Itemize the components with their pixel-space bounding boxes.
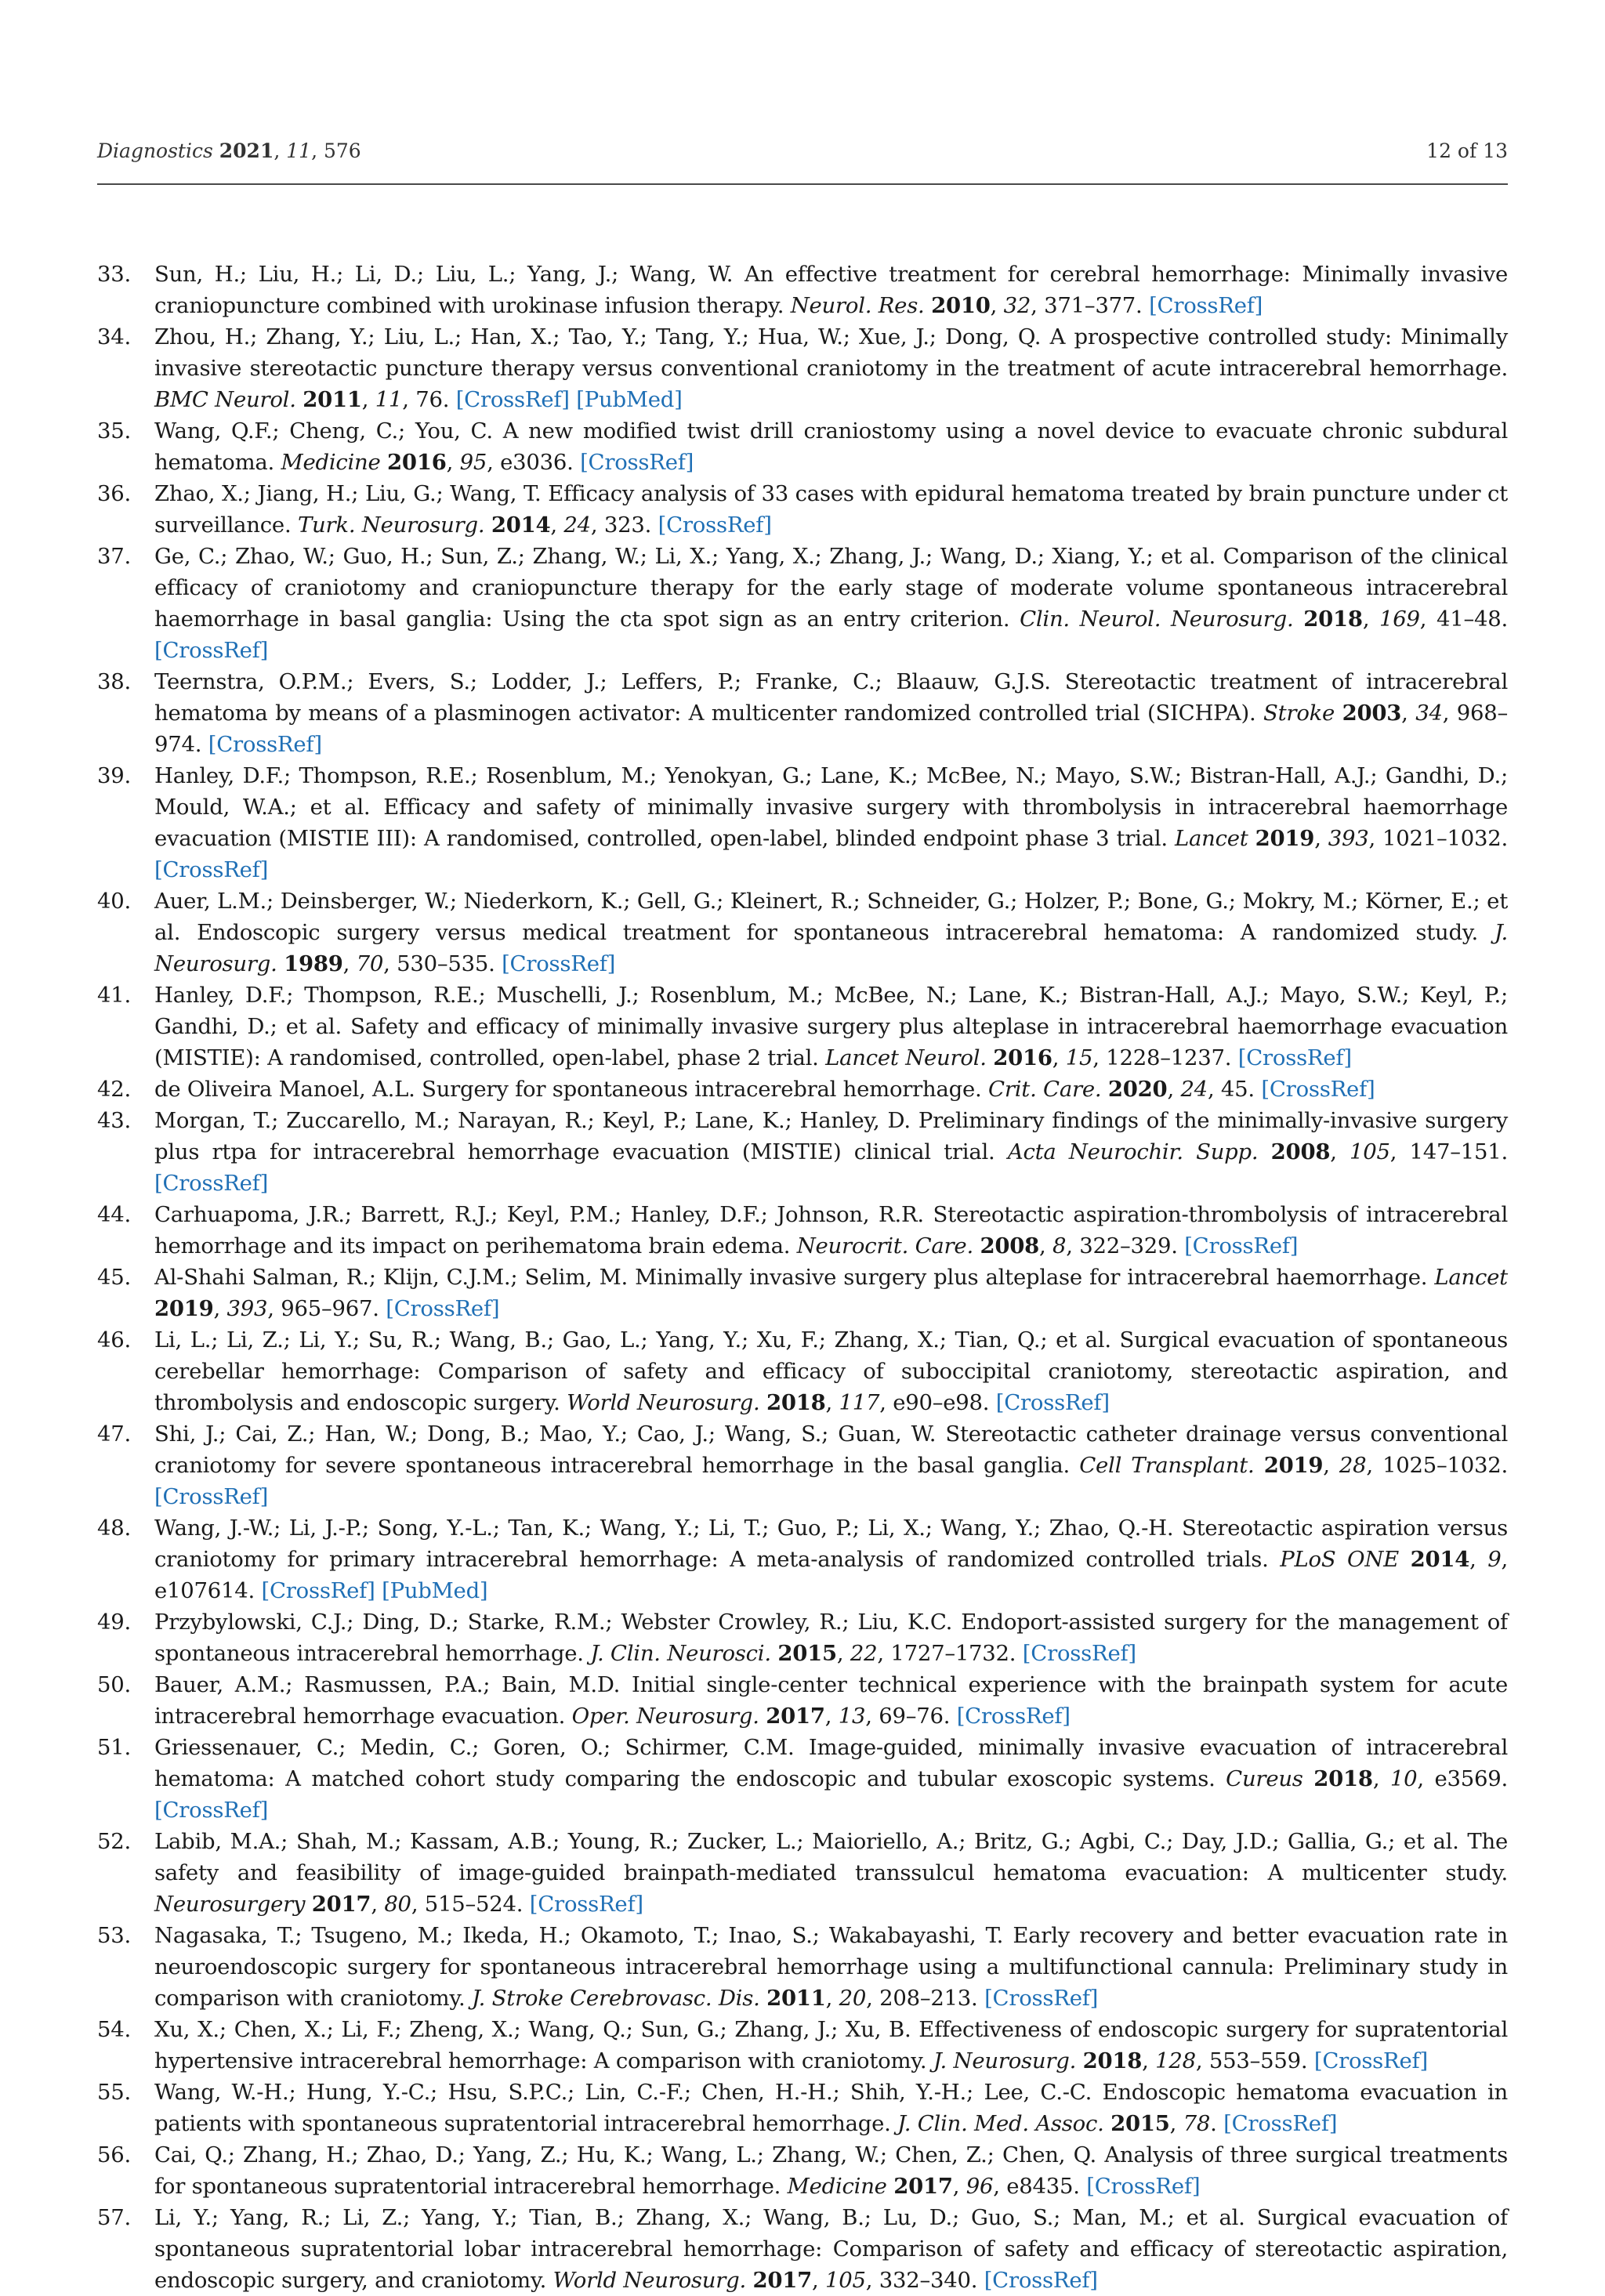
reference-journal: Cell Transplant. bbox=[1079, 1453, 1255, 1478]
reference-volume: 70 bbox=[356, 951, 384, 976]
reference-pages: 323. bbox=[603, 512, 652, 538]
reference-number: 38. bbox=[97, 669, 131, 694]
reference-journal: PLoS ONE bbox=[1280, 1547, 1399, 1572]
reference-journal: Acta Neurochir. Supp. bbox=[1007, 1139, 1259, 1164]
reference-journal: Stroke bbox=[1263, 701, 1335, 726]
reference-item: 55. Wang, W.-H.; Hung, Y.-C.; Hsu, S.P.C.; Lin, C.-F.; Chen, H.-H.; Shih, Y.-H.; Lee, C.-C. Endoscopic hematoma evacuation in patients with spontaneous supratentorial intracerebral hemorrhage. J. Clin. Med. Assoc. 2015, 78. [CrossRef] bbox=[97, 2077, 1508, 2139]
crossref-link[interactable]: [CrossRef] bbox=[502, 951, 616, 976]
reference-pages: 332–340. bbox=[879, 2268, 978, 2293]
reference-item: 34. Zhou, H.; Zhang, Y.; Liu, L.; Han, X.; Tao, Y.; Tang, Y.; Hua, W.; Xue, J.; Dong, Q. A prospective controlled study: Minimally invasive stereotactic puncture therapy versus conventional craniotomy in the treatment of acute intracerebral hemorrhage. BMC Neurol. 2011, 11, 76. [CrossRef] [PubMed] bbox=[97, 321, 1508, 415]
reference-number: 53. bbox=[97, 1923, 131, 1948]
reference-pages: e107614. bbox=[154, 1578, 255, 1603]
crossref-link[interactable]: [CrossRef] bbox=[1149, 293, 1263, 318]
reference-volume: 80 bbox=[384, 1892, 411, 1917]
reference-number: 41. bbox=[97, 983, 131, 1008]
reference-volume: 24 bbox=[563, 512, 591, 538]
reference-pages: e3569. bbox=[1434, 1766, 1509, 1791]
reference-text: Hanley, D.F.; Thompson, R.E.; Muschelli, J.; Rosenblum, M.; McBee, N.; Lane, K.; Bistran-Hall, A.J.; Mayo, S.W.; Keyl, P.; Gandhi, D.; et al. Safety and efficacy of minimally invasive surgery plus alteplase in intracerebral haemorrhage evacuation (MISTIE): A randomised, controlled, open-label, phase 2 trial. bbox=[154, 983, 1508, 1070]
reference-item: 45. Al-Shahi Salman, R.; Klijn, C.J.M.; Selim, M. Minimally invasive surgery plus alteplase for intracerebral haemorrhage. Lancet 2019, 393, 965–967. [CrossRef] bbox=[97, 1262, 1508, 1324]
crossref-link[interactable]: [CrossRef] bbox=[455, 387, 570, 412]
reference-volume: 117 bbox=[839, 1390, 880, 1415]
reference-number: 34. bbox=[97, 324, 131, 349]
reference-item: 53. Nagasaka, T.; Tsugeno, M.; Ikeda, H.; Okamoto, T.; Inao, S.; Wakabayashi, T. Early recovery and better evacuation rate in neuroendoscopic surgery for spontaneous intracerebral hemorrhage using a multifunctional cannula: Preliminary study in comparison with craniotomy. J. Stroke Cerebrovasc. Dis. 2011, 20, 208–213. [CrossRef] bbox=[97, 1920, 1508, 2014]
reference-item: 54. Xu, X.; Chen, X.; Li, F.; Zheng, X.; Wang, Q.; Sun, G.; Zhang, J.; Xu, B. Effectiveness of endoscopic surgery for supratentorial hypertensive intracerebral hemorrhage: A comparison with craniotomy. J. Neurosurg. 2018, 128, 553–559. [CrossRef] bbox=[97, 2014, 1508, 2077]
reference-number: 42. bbox=[97, 1077, 131, 1102]
crossref-link[interactable]: [CrossRef] bbox=[154, 638, 269, 663]
reference-year: 2019 bbox=[1263, 1453, 1324, 1478]
reference-text: Morgan, T.; Zuccarello, M.; Narayan, R.; Keyl, P.; Lane, K.; Hanley, D. Preliminary findings of the minimally-invasive surgery plus rtpa for intracerebral hemorrhage evacuation (MISTIE) clinical trial. bbox=[154, 1108, 1508, 1164]
reference-pages: e90–e98. bbox=[893, 1390, 990, 1415]
crossref-link[interactable]: [CrossRef] bbox=[154, 1798, 269, 1823]
reference-text: Wang, Q.F.; Cheng, C.; You, C. A new modified twist drill craniostomy using a novel device to evacuate chronic subdural hematoma. bbox=[154, 418, 1508, 475]
reference-number: 39. bbox=[97, 763, 131, 788]
reference-text: de Oliveira Manoel, A.L. Surgery for spontaneous intracerebral hemorrhage. bbox=[154, 1077, 982, 1102]
reference-year: 2008 bbox=[980, 1233, 1039, 1258]
reference-number: 40. bbox=[97, 889, 131, 914]
reference-pages: 553–559. bbox=[1208, 2048, 1308, 2073]
reference-text: Li, L.; Li, Z.; Li, Y.; Su, R.; Wang, B.; Gao, L.; Yang, Y.; Xu, F.; Zhang, X.; Tian, Q.; et al. Surgical evacuation of spontaneous cerebellar hemorrhage: Comparison of safety and efficacy of suboccipital craniotomy, stereotactic aspiration, and thrombolysis and endoscopic surgery. bbox=[154, 1327, 1508, 1415]
reference-number: 52. bbox=[97, 1829, 131, 1854]
reference-text: Hanley, D.F.; Thompson, R.E.; Rosenblum, M.; Yenokyan, G.; Lane, K.; McBee, N.; Mayo, S.W.; Bistran-Hall, A.J.; Gandhi, D.; Mould, W.A.; et al. Efficacy and safety of minimally invasive surgery with thrombolysis in intracerebral haemorrhage evacuation (MISTIE III): A randomised, controlled, open-label, blinded endpoint phase 3 trial. bbox=[154, 763, 1508, 851]
reference-item: 50. Bauer, A.M.; Rasmussen, P.A.; Bain, M.D. Initial single-center technical experience with the brainpath system for acute intracerebral hemorrhage evacuation. Oper. Neurosurg. 2017, 13, 69–76. [CrossRef] bbox=[97, 1669, 1508, 1732]
page-number: 12 of 13 bbox=[1426, 139, 1508, 162]
reference-year: 2014 bbox=[491, 512, 551, 538]
reference-item: 43. Morgan, T.; Zuccarello, M.; Narayan, R.; Keyl, P.; Lane, K.; Hanley, D. Preliminary findings of the minimally-invasive surgery plus rtpa for intracerebral hemorrhage evacuation (MISTIE) clinical trial. Acta Neurochir. Supp. 2008, 105, 147–151. [CrossRef] bbox=[97, 1105, 1508, 1199]
reference-year: 2020 bbox=[1107, 1077, 1168, 1102]
crossref-link[interactable]: [CrossRef] bbox=[1223, 2111, 1338, 2136]
reference-year: 2019 bbox=[154, 1296, 214, 1321]
reference-pages: 530–535. bbox=[397, 951, 495, 976]
reference-journal: J. Neurosurg. bbox=[154, 920, 1508, 976]
reference-item: 49. Przybylowski, C.J.; Ding, D.; Starke, R.M.; Webster Crowley, R.; Liu, K.C. Endoport-assisted surgery for the management of spontaneous intracerebral hemorrhage. J. Clin. Neurosci. 2015, 22, 1727–1732. [CrossRef] bbox=[97, 1606, 1508, 1669]
reference-number: 54. bbox=[97, 2017, 131, 2042]
reference-pages: e3036. bbox=[500, 450, 574, 475]
crossref-link[interactable]: [CrossRef] bbox=[386, 1296, 500, 1321]
crossref-link[interactable]: [CrossRef] bbox=[154, 1484, 269, 1509]
reference-year: 2014 bbox=[1410, 1547, 1470, 1572]
crossref-link[interactable]: [CrossRef] bbox=[208, 732, 322, 757]
reference-year: 2018 bbox=[1082, 2048, 1143, 2073]
crossref-link[interactable]: [CrossRef] bbox=[1261, 1077, 1375, 1102]
reference-year: 2017 bbox=[766, 1704, 825, 1729]
reference-number: 37. bbox=[97, 544, 131, 569]
reference-text: Wang, W.-H.; Hung, Y.-C.; Hsu, S.P.C.; Lin, C.-F.; Chen, H.-H.; Shih, Y.-H.; Lee, C.-C. Endoscopic hematoma evacuation in patients with spontaneous supratentorial intracerebral hemorrhage. bbox=[154, 2080, 1508, 2136]
reference-journal: Neurol. Res. bbox=[790, 293, 925, 318]
reference-pages: 1021–1032. bbox=[1382, 826, 1508, 851]
reference-list bbox=[97, 259, 1508, 2296]
journal-volume: 11 bbox=[286, 139, 312, 162]
pubmed-link[interactable]: [PubMed] bbox=[576, 387, 683, 412]
reference-year: 2011 bbox=[303, 387, 362, 412]
reference-journal: Cureus bbox=[1226, 1766, 1303, 1791]
reference-volume: 10 bbox=[1389, 1766, 1418, 1791]
journal-citation: Diagnostics 2021, 11, 576 bbox=[97, 139, 361, 162]
reference-item: 46. Li, L.; Li, Z.; Li, Y.; Su, R.; Wang, B.; Gao, L.; Yang, Y.; Xu, F.; Zhang, X.; Tian, Q.; et al. Surgical evacuation of spontaneous cerebellar hemorrhage: Comparison of safety and efficacy of suboccipital craniotomy, stereotactic aspiration, and thrombolysis and endoscopic surgery. World Neurosurg. 2018, 117, e90–e98. [CrossRef] bbox=[97, 1324, 1508, 1418]
reference-pages: 1025–1032. bbox=[1382, 1453, 1509, 1478]
reference-journal: Neurosurgery bbox=[154, 1892, 306, 1917]
reference-text: Teernstra, O.P.M.; Evers, S.; Lodder, J.; Leffers, P.; Franke, C.; Blaauw, G.J.S. Stereotactic treatment of intracerebral hematoma by means of a plasminogen activator: A multicenter randomized controlled trial (SICHPA). bbox=[154, 669, 1508, 726]
reference-text: Labib, M.A.; Shah, M.; Kassam, A.B.; Young, R.; Zucker, L.; Maioriello, A.; Britz, G.; Agbi, C.; Day, J.D.; Gallia, G.; et al. The safety and feasibility of image-guided brainpath-mediated transsulcul hematoma evacuation: A multicenter study. bbox=[154, 1829, 1508, 1885]
reference-journal: Crit. Care. bbox=[988, 1077, 1102, 1102]
crossref-link[interactable]: [CrossRef] bbox=[154, 857, 269, 882]
reference-year: 2010 bbox=[931, 293, 991, 318]
reference-year: 2016 bbox=[993, 1045, 1052, 1070]
crossref-link[interactable]: [CrossRef] bbox=[1022, 1641, 1136, 1666]
reference-pages: 968–974. bbox=[154, 701, 1509, 757]
reference-text: Griessenauer, C.; Medin, C.; Goren, O.; Schirmer, C.M. Image-guided, minimally invasive evacuation of intracerebral hematoma: A matched cohort study comparing the endoscopic and tubular exoscopic systems. bbox=[154, 1735, 1508, 1791]
reference-year: 2003 bbox=[1342, 701, 1402, 726]
reference-item: 42. de Oliveira Manoel, A.L. Surgery for spontaneous intracerebral hemorrhage. Crit. Care. 2020, 24, 45. [CrossRef] bbox=[97, 1074, 1508, 1105]
reference-volume: 105 bbox=[1350, 1139, 1390, 1164]
reference-pages: 371–377. bbox=[1044, 293, 1143, 318]
crossref-link[interactable]: [CrossRef] bbox=[658, 512, 772, 538]
reference-item: 35. Wang, Q.F.; Cheng, C.; You, C. A new modified twist drill craniostomy using a novel device to evacuate chronic subdural hematoma. Medicine 2016, 95, e3036. [CrossRef] bbox=[97, 415, 1508, 478]
reference-journal: World Neurosurg. bbox=[553, 2268, 746, 2293]
journal-year: 2021 bbox=[219, 139, 274, 162]
reference-item: 47. Shi, J.; Cai, Z.; Han, W.; Dong, B.; Mao, Y.; Cao, J.; Wang, S.; Guan, W. Stereotactic catheter drainage versus conventional craniotomy for severe spontaneous intracerebral hemorrhage in the basal ganglia. Cell Transplant. 2019, 28, 1025–1032. [CrossRef] bbox=[97, 1418, 1508, 1512]
reference-year: 2008 bbox=[1270, 1139, 1331, 1164]
reference-volume: 393 bbox=[226, 1296, 268, 1321]
reference-year: 2017 bbox=[311, 1892, 371, 1917]
reference-journal: Medicine bbox=[787, 2174, 887, 2199]
reference-pages: 69–76. bbox=[879, 1704, 951, 1729]
crossref-link[interactable]: [CrossRef] bbox=[956, 1704, 1071, 1729]
reference-number: 47. bbox=[97, 1421, 131, 1447]
reference-year: 2017 bbox=[893, 2174, 953, 2199]
reference-item: 57. Li, Y.; Yang, R.; Li, Z.; Yang, Y.; Tian, B.; Zhang, X.; Wang, B.; Lu, D.; Guo, S.; Man, M.; et al. Surgical evacuation of spontaneous supratentorial lobar intracerebral hemorrhage: Comparison of safety and efficacy of stereotactic aspiration, endoscopic surgery, and craniotomy. World Neurosurg. 2017, 105, 332–340. [CrossRef] bbox=[97, 2202, 1508, 2296]
reference-text: Ge, C.; Zhao, W.; Guo, H.; Sun, Z.; Zhang, W.; Li, X.; Yang, X.; Zhang, J.; Wang, D.; Xiang, Y.; et al. Comparison of the clinical efficacy of craniotomy and craniopuncture therapy for the early stage of moderate volume spontaneous intracerebral haemorrhage in basal ganglia: Using the cta spot sign as an entry criterion. bbox=[154, 544, 1508, 632]
reference-text: Zhao, X.; Jiang, H.; Liu, G.; Wang, T. Efficacy analysis of 33 cases with epidural hematoma treated by brain puncture under ct surveillance. bbox=[154, 481, 1508, 538]
reference-volume: 393 bbox=[1328, 826, 1369, 851]
reference-year: 2019 bbox=[1255, 826, 1315, 851]
reference-text: Cai, Q.; Zhang, H.; Zhao, D.; Yang, Z.; Hu, K.; Wang, L.; Zhang, W.; Chen, Z.; Chen, Q. Analysis of three surgical treatments for spontaneous supratentorial intracerebral hemorrhage. bbox=[154, 2142, 1508, 2199]
journal-name: Diagnostics bbox=[97, 139, 213, 162]
reference-number: 33. bbox=[97, 262, 131, 287]
reference-number: 43. bbox=[97, 1108, 131, 1133]
crossref-link[interactable]: [CrossRef] bbox=[1313, 2048, 1428, 2073]
reference-item: 44. Carhuapoma, J.R.; Barrett, R.J.; Keyl, P.M.; Hanley, D.F.; Johnson, R.R. Stereotactic aspiration-thrombolysis of intracerebral hemorrhage and its impact on perihematoma brain edema. Neurocrit. Care. 2008, 8, 322–329. [CrossRef] bbox=[97, 1199, 1508, 1262]
reference-journal: Lancet Neurol. bbox=[825, 1045, 987, 1070]
reference-text: Al-Shahi Salman, R.; Klijn, C.J.M.; Selim, M. Minimally invasive surgery plus alteplase for intracerebral haemorrhage. bbox=[154, 1265, 1428, 1290]
reference-volume: 169 bbox=[1379, 607, 1420, 632]
reference-year: 2018 bbox=[1303, 607, 1363, 632]
reference-pages: 515–524. bbox=[424, 1892, 524, 1917]
reference-journal: BMC Neurol. bbox=[154, 387, 296, 412]
crossref-link[interactable]: [CrossRef] bbox=[984, 2268, 1098, 2293]
reference-number: 51. bbox=[97, 1735, 131, 1760]
reference-item: 48. Wang, J.-W.; Li, J.-P.; Song, Y.-L.; Tan, K.; Wang, Y.; Li, T.; Guo, P.; Li, X.; Wang, Y.; Zhao, Q.-H. Stereotactic aspiration versus craniotomy for primary intracerebral hemorrhage: A meta-analysis of randomized controlled trials. PLoS ONE 2014, 9, e107614. [CrossRef] [PubMed] bbox=[97, 1512, 1508, 1606]
reference-journal: World Neurosurg. bbox=[567, 1390, 760, 1415]
reference-volume: 22 bbox=[850, 1641, 878, 1666]
reference-year: 1989 bbox=[284, 951, 343, 976]
reference-item: 39. Hanley, D.F.; Thompson, R.E.; Rosenblum, M.; Yenokyan, G.; Lane, K.; McBee, N.; Mayo, S.W.; Bistran-Hall, A.J.; Gandhi, D.; Mould, W.A.; et al. Efficacy and safety of minimally invasive surgery with thrombolysis in intracerebral haemorrhage evacuation (MISTIE III): A randomised, controlled, open-label, blinded endpoint phase 3 trial. Lancet 2019, 393, 1021–1032. [CrossRef] bbox=[97, 760, 1508, 885]
page-header bbox=[97, 139, 1508, 185]
reference-journal: J. Clin. Neurosci. bbox=[590, 1641, 771, 1666]
reference-volume: 96 bbox=[966, 2174, 994, 2199]
reference-pages: 45. bbox=[1220, 1077, 1255, 1102]
reference-volume: 24 bbox=[1180, 1077, 1208, 1102]
reference-volume: 15 bbox=[1065, 1045, 1093, 1070]
reference-year: 2015 bbox=[777, 1641, 837, 1666]
reference-item: 38. Teernstra, O.P.M.; Evers, S.; Lodder, J.; Leffers, P.; Franke, C.; Blaauw, G.J.S. Stereotactic treatment of intracerebral hematoma by means of a plasminogen activator: A multicenter randomized controlled trial (SICHPA). Stroke 2003, 34, 968–974. [CrossRef] bbox=[97, 666, 1508, 760]
reference-pages: 147–151. bbox=[1409, 1139, 1509, 1164]
reference-journal: Lancet bbox=[1174, 826, 1248, 851]
crossref-link[interactable]: [CrossRef] bbox=[1237, 1045, 1352, 1070]
reference-number: 35. bbox=[97, 418, 131, 444]
reference-item: 52. Labib, M.A.; Shah, M.; Kassam, A.B.; Young, R.; Zucker, L.; Maioriello, A.; Britz, G.; Agbi, C.; Day, J.D.; Gallia, G.; et al. The safety and feasibility of image-guided brainpath-mediated transsulcul hematoma evacuation: A multicenter study. Neurosurgery 2017, 80, 515–524. [CrossRef] bbox=[97, 1826, 1508, 1920]
journal-article: 576 bbox=[323, 139, 361, 162]
reference-text: Zhou, H.; Zhang, Y.; Liu, L.; Han, X.; Tao, Y.; Tang, Y.; Hua, W.; Xue, J.; Dong, Q. A prospective controlled study: Minimally invasive stereotactic puncture therapy versus conventional craniotomy in the treatment of acute intracerebral hemorrhage. bbox=[154, 324, 1508, 381]
reference-text: Przybylowski, C.J.; Ding, D.; Starke, R.M.; Webster Crowley, R.; Liu, K.C. Endoport-assisted surgery for the management of spontaneous intracerebral hemorrhage. bbox=[154, 1610, 1508, 1666]
reference-year: 2015 bbox=[1110, 2111, 1170, 2136]
reference-item: 36. Zhao, X.; Jiang, H.; Liu, G.; Wang, T. Efficacy analysis of 33 cases with epidural hematoma treated by brain puncture under ct surveillance. Turk. Neurosurg. 2014, 24, 323. [CrossRef] bbox=[97, 478, 1508, 541]
reference-number: 50. bbox=[97, 1672, 131, 1697]
reference-text: Nagasaka, T.; Tsugeno, M.; Ikeda, H.; Okamoto, T.; Inao, S.; Wakabayashi, T. Early recovery and better evacuation rate in neuroendoscopic surgery for spontaneous intracerebral hemorrhage using a multifunctional cannula: Preliminary study in comparison with craniotomy. bbox=[154, 1923, 1508, 2011]
reference-pages: 208–213. bbox=[879, 1986, 978, 2011]
crossref-link[interactable]: [CrossRef] bbox=[1086, 2174, 1201, 2199]
reference-journal: Oper. Neurosurg. bbox=[571, 1704, 759, 1729]
reference-item: 41. Hanley, D.F.; Thompson, R.E.; Muschelli, J.; Rosenblum, M.; McBee, N.; Lane, K.; Bistran-Hall, A.J.; Mayo, S.W.; Keyl, P.; Gandhi, D.; et al. Safety and efficacy of minimally invasive surgery plus alteplase in intracerebral haemorrhage evacuation (MISTIE): A randomised, controlled, open-label, phase 2 trial. Lancet Neurol. 2016, 15, 1228–1237. [CrossRef] bbox=[97, 980, 1508, 1074]
reference-volume: 34 bbox=[1415, 701, 1443, 726]
reference-number: 44. bbox=[97, 1202, 131, 1227]
reference-volume: 13 bbox=[838, 1704, 866, 1729]
reference-pages: 1727–1732. bbox=[890, 1641, 1016, 1666]
reference-volume: 20 bbox=[839, 1986, 867, 2011]
reference-year: 2018 bbox=[766, 1390, 826, 1415]
reference-volume: 128 bbox=[1155, 2048, 1196, 2073]
reference-text: Shi, J.; Cai, Z.; Han, W.; Dong, B.; Mao, Y.; Cao, J.; Wang, S.; Guan, W. Stereotactic catheter drainage versus conventional craniotomy for severe spontaneous intracerebral hemorrhage in the basal ganglia. bbox=[154, 1421, 1508, 1478]
reference-text: Sun, H.; Liu, H.; Li, D.; Liu, L.; Yang, J.; Wang, W. An effective treatment for cerebral hemorrhage: Minimally invasive craniopuncture combined with urokinase infusion therapy. bbox=[154, 262, 1508, 318]
reference-volume: 78 bbox=[1183, 2111, 1211, 2136]
reference-volume: 8 bbox=[1052, 1233, 1067, 1258]
reference-text: Bauer, A.M.; Rasmussen, P.A.; Bain, M.D. Initial single-center technical experience with the brainpath system for acute intracerebral hemorrhage evacuation. bbox=[154, 1672, 1508, 1729]
reference-volume: 28 bbox=[1339, 1453, 1367, 1478]
reference-year: 2011 bbox=[766, 1986, 826, 2011]
reference-year: 2016 bbox=[387, 450, 447, 475]
reference-journal: Medicine bbox=[281, 450, 381, 475]
reference-text: Auer, L.M.; Deinsberger, W.; Niederkorn, K.; Gell, G.; Kleinert, R.; Schneider, G.; Holzer, P.; Bone, G.; Mokry, M.; Körner, E.; et al. Endoscopic surgery versus medical treatment for spontaneous intracerebral hematoma: A randomized study. bbox=[154, 889, 1508, 945]
reference-text: Li, Y.; Yang, R.; Li, Z.; Yang, Y.; Tian, B.; Zhang, X.; Wang, B.; Lu, D.; Guo, S.; Man, M.; et al. Surgical evacuation of spontaneous supratentorial lobar intracerebral hemorrhage: Comparison of safety and efficacy of stereotactic aspiration, endoscopic surgery, and craniotomy. bbox=[154, 2205, 1508, 2293]
reference-number: 48. bbox=[97, 1516, 131, 1541]
reference-number: 49. bbox=[97, 1610, 131, 1635]
reference-pages: 965–967. bbox=[281, 1296, 379, 1321]
crossref-link[interactable]: [CrossRef] bbox=[984, 1986, 1099, 2011]
reference-volume: 11 bbox=[375, 387, 403, 412]
reference-number: 46. bbox=[97, 1327, 131, 1353]
reference-journal: J. Neurosurg. bbox=[933, 2048, 1077, 2073]
reference-pages: 76. bbox=[415, 387, 450, 412]
reference-journal: Neurocrit. Care. bbox=[796, 1233, 973, 1258]
reference-text: Xu, X.; Chen, X.; Li, F.; Zheng, X.; Wang, Q.; Sun, G.; Zhang, J.; Xu, B. Effectiveness of endoscopic surgery for supratentorial hypertensive intracerebral hemorrhage: A comparison with craniotomy. bbox=[154, 2017, 1508, 2073]
reference-volume: 32 bbox=[1003, 293, 1031, 318]
reference-pages: . bbox=[1210, 2111, 1217, 2136]
reference-volume: 9 bbox=[1487, 1547, 1502, 1572]
reference-year: 2018 bbox=[1313, 1766, 1373, 1791]
crossref-link[interactable]: [CrossRef] bbox=[580, 450, 694, 475]
reference-journal: Lancet bbox=[1434, 1265, 1508, 1290]
reference-number: 36. bbox=[97, 481, 131, 506]
reference-pages: 322–329. bbox=[1079, 1233, 1178, 1258]
reference-pages: 41–48. bbox=[1437, 607, 1509, 632]
reference-item: 37. Ge, C.; Zhao, W.; Guo, H.; Sun, Z.; Zhang, W.; Li, X.; Yang, X.; Zhang, J.; Wang, D.; Xiang, Y.; et al. Comparison of the clinical efficacy of craniotomy and craniopuncture therapy for the early stage of moderate volume spontaneous intracerebral haemorrhage in basal ganglia: Using the cta spot sign as an entry criterion. Clin. Neurol. Neurosurg. 2018, 169, 41–48. [CrossRef] bbox=[97, 541, 1508, 666]
reference-item: 56. Cai, Q.; Zhang, H.; Zhao, D.; Yang, Z.; Hu, K.; Wang, L.; Zhang, W.; Chen, Z.; Chen, Q. Analysis of three surgical treatments for spontaneous supratentorial intracerebral hemorrhage. Medicine 2017, 96, e8435. [CrossRef] bbox=[97, 2139, 1508, 2202]
reference-number: 57. bbox=[97, 2205, 131, 2230]
crossref-link[interactable]: [CrossRef] bbox=[1184, 1233, 1299, 1258]
reference-item: 51. Griessenauer, C.; Medin, C.; Goren, O.; Schirmer, C.M. Image-guided, minimally invasive evacuation of intracerebral hematoma: A matched cohort study comparing the endoscopic and tubular exoscopic systems. Cureus 2018, 10, e3569. [CrossRef] bbox=[97, 1732, 1508, 1826]
reference-pages: 1228–1237. bbox=[1106, 1045, 1232, 1070]
reference-journal: Clin. Neurol. Neurosurg. bbox=[1020, 607, 1294, 632]
reference-number: 55. bbox=[97, 2080, 131, 2105]
reference-journal: J. Clin. Med. Assoc. bbox=[897, 2111, 1104, 2136]
pubmed-link[interactable]: [PubMed] bbox=[382, 1578, 488, 1603]
reference-text: Wang, J.-W.; Li, J.-P.; Song, Y.-L.; Tan, K.; Wang, Y.; Li, T.; Guo, P.; Li, X.; Wang, Y.; Zhao, Q.-H. Stereotactic aspiration versus craniotomy for primary intracerebral hemorrhage: A meta-analysis of randomized controlled trials. bbox=[154, 1516, 1508, 1572]
crossref-link[interactable]: [CrossRef] bbox=[261, 1578, 375, 1603]
reference-item: 33. Sun, H.; Liu, H.; Li, D.; Liu, L.; Yang, J.; Wang, W. An effective treatment for cerebral hemorrhage: Minimally invasive craniopuncture combined with urokinase infusion therapy. Neurol. Res. 2010, 32, 371–377. [CrossRef] bbox=[97, 259, 1508, 321]
reference-journal: Turk. Neurosurg. bbox=[297, 512, 485, 538]
reference-volume: 105 bbox=[824, 2268, 866, 2293]
reference-number: 56. bbox=[97, 2142, 131, 2167]
reference-number: 45. bbox=[97, 1265, 131, 1290]
crossref-link[interactable]: [CrossRef] bbox=[995, 1390, 1110, 1415]
crossref-link[interactable]: [CrossRef] bbox=[529, 1892, 643, 1917]
reference-volume: 95 bbox=[459, 450, 487, 475]
reference-pages: e8435. bbox=[1006, 2174, 1080, 2199]
crossref-link[interactable]: [CrossRef] bbox=[154, 1171, 269, 1196]
reference-item: 40. Auer, L.M.; Deinsberger, W.; Niederkorn, K.; Gell, G.; Kleinert, R.; Schneider, G.; Holzer, P.; Bone, G.; Mokry, M.; Körner, E.; et al. Endoscopic surgery versus medical treatment for spontaneous intracerebral hematoma: A randomized study. J. Neurosurg. 1989, 70, 530–535. [CrossRef] bbox=[97, 885, 1508, 980]
reference-journal: J. Stroke Cerebrovasc. Dis. bbox=[472, 1986, 760, 2011]
reference-text: Carhuapoma, J.R.; Barrett, R.J.; Keyl, P.M.; Hanley, D.F.; Johnson, R.R. Stereotactic aspiration-thrombolysis of intracerebral hemorrhage and its impact on perihematoma brain edema. bbox=[154, 1202, 1508, 1258]
reference-year: 2017 bbox=[752, 2268, 812, 2293]
